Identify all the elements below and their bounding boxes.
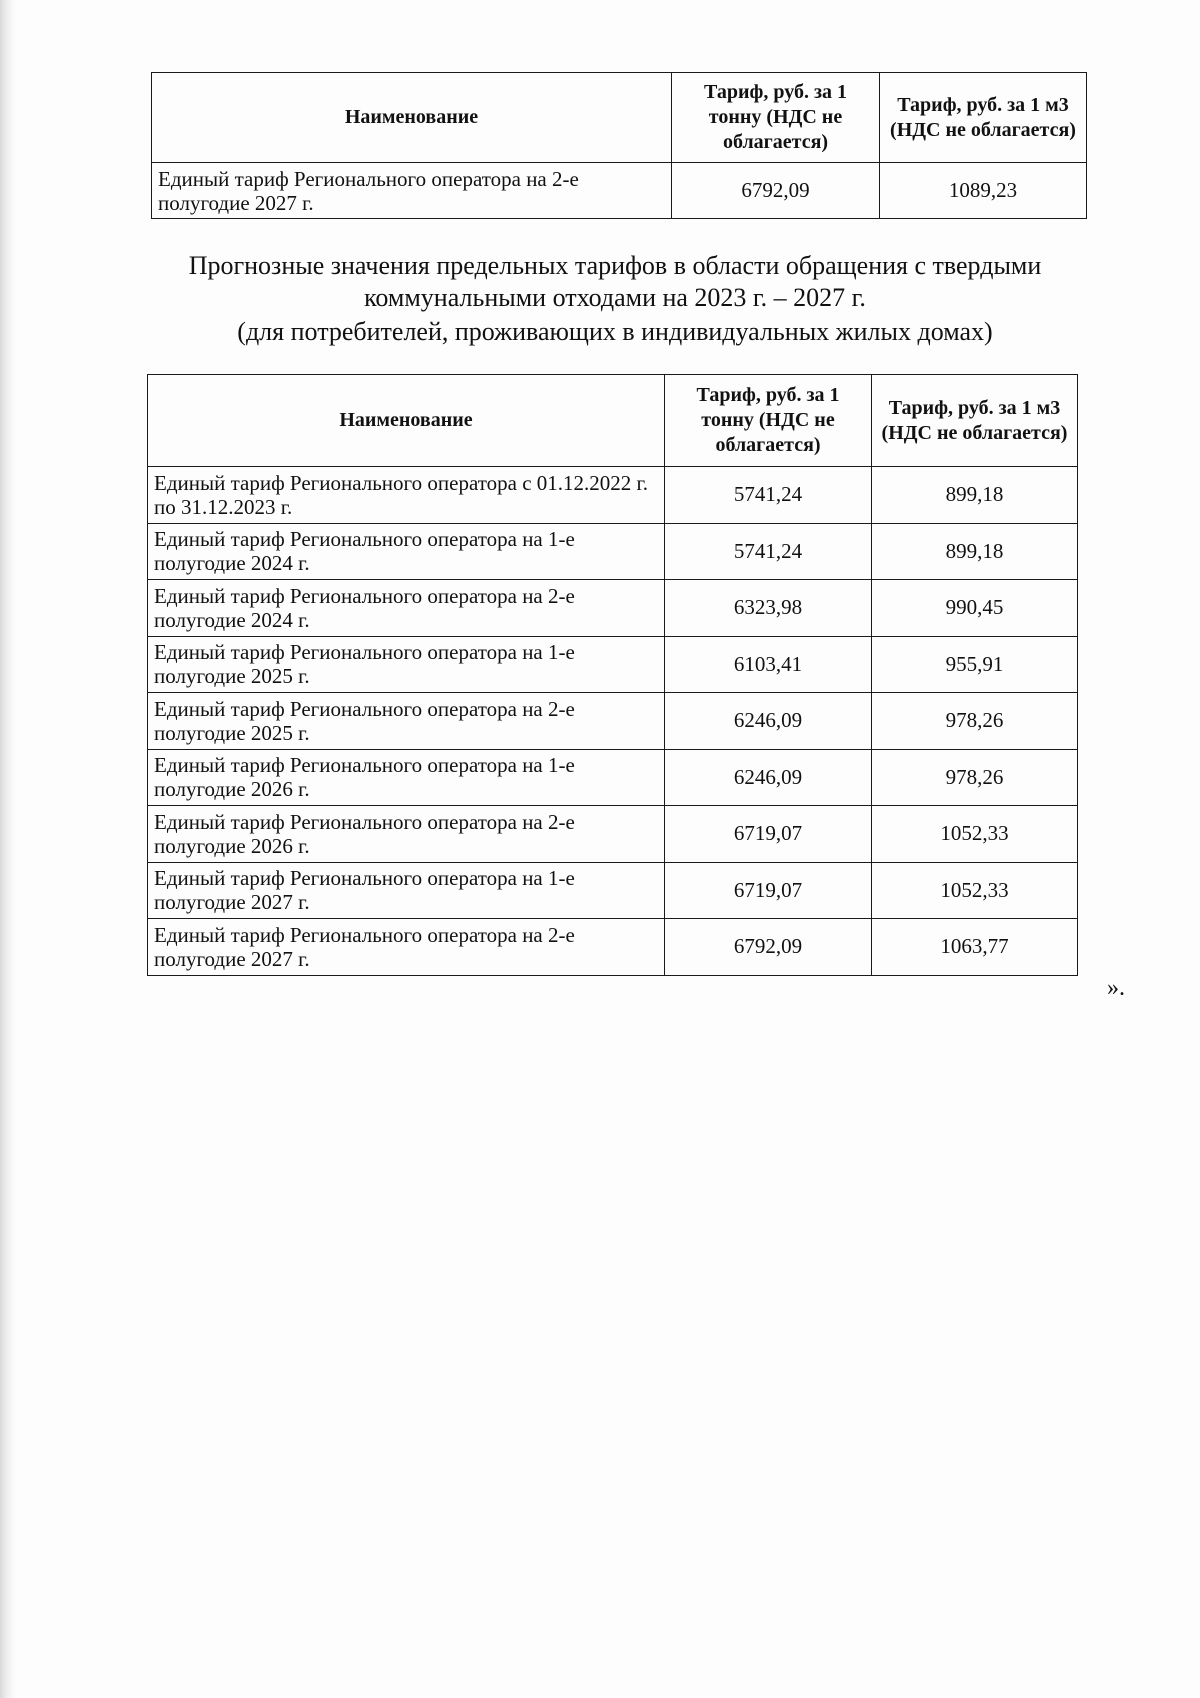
row-tariff-per-ton: 6792,09	[665, 919, 872, 976]
row-tariff-per-m3: 978,26	[872, 693, 1078, 750]
table-row	[148, 919, 1078, 976]
heading-line-1: Прогнозные значения предельных тарифов в области обращения с твердыми	[188, 251, 1042, 280]
table-row	[148, 749, 1078, 806]
header-name: Наименование	[152, 73, 672, 163]
row-tariff-per-ton: 6323,98	[665, 580, 872, 637]
row-tariff-per-ton: 5741,24	[665, 523, 872, 580]
row-name: Единый тариф Регионального оператора на 2-е полугодие 2027 г.	[148, 919, 665, 976]
closing-quote-mark: ».	[1107, 975, 1125, 1001]
row-tariff-per-ton: 6719,07	[665, 862, 872, 919]
row-tariff-per-m3: 955,91	[872, 636, 1078, 693]
row-tariff-per-ton: 6246,09	[665, 749, 872, 806]
row-tariff-per-m3: 990,45	[872, 580, 1078, 637]
row-name: Единый тариф Регионального оператора на 1-е полугодие 2026 г.	[148, 749, 665, 806]
table-row	[148, 523, 1078, 580]
row-name: Единый тариф Регионального оператора на 1-е полугодие 2024 г.	[148, 523, 665, 580]
row-tariff-per-m3: 899,18	[872, 523, 1078, 580]
row-tariff-per-ton: 6719,07	[665, 806, 872, 863]
row-tariff-per-m3: 899,18	[872, 467, 1078, 524]
row-tariff-per-ton: 6246,09	[665, 693, 872, 750]
row-name: Единый тариф Регионального оператора на 1-е полугодие 2027 г.	[148, 862, 665, 919]
row-tariff-per-m3: 978,26	[872, 749, 1078, 806]
table-row	[152, 163, 1087, 219]
header-tariff-per-m3: Тариф, руб. за 1 м3 (НДС не облагается)	[880, 73, 1087, 163]
table-row	[148, 693, 1078, 750]
row-name: Единый тариф Регионального оператора с 01.12.2022 г. по 31.12.2023 г.	[148, 467, 665, 524]
header-tariff-per-m3: Тариф, руб. за 1 м3 (НДС не облагается)	[872, 375, 1078, 467]
row-name: Единый тариф Регионального оператора на 1-е полугодие 2025 г.	[148, 636, 665, 693]
row-name: Единый тариф Регионального оператора на 2-е полугодие 2026 г.	[148, 806, 665, 863]
table-row	[148, 580, 1078, 637]
table-row	[148, 467, 1078, 524]
row-tariff-per-ton: 6103,41	[665, 636, 872, 693]
header-tariff-per-ton: Тариф, руб. за 1 тонну (НДС не облагается)	[672, 73, 880, 163]
row-tariff-per-ton: 5741,24	[665, 467, 872, 524]
main-tariff-table	[147, 374, 1078, 976]
row-tariff-per-m3: 1052,33	[872, 862, 1078, 919]
table-header-row	[152, 73, 1087, 163]
header-tariff-per-ton: Тариф, руб. за 1 тонну (НДС не облагается)	[665, 375, 872, 467]
table-row	[148, 806, 1078, 863]
row-name: Единый тариф Регионального оператора на 2-е полугодие 2027 г.	[152, 163, 672, 219]
table-header-row	[148, 375, 1078, 467]
row-tariff-per-m3: 1052,33	[872, 806, 1078, 863]
scan-edge-shadow	[0, 0, 16, 1698]
header-name: Наименование	[148, 375, 665, 467]
row-tariff-per-m3: 1063,77	[872, 919, 1078, 976]
row-tariff-per-m3: 1089,23	[880, 163, 1087, 219]
heading-line-2: коммунальными отходами на 2023 г. – 2027 г.	[364, 283, 866, 312]
table-row	[148, 636, 1078, 693]
table-row	[148, 862, 1078, 919]
top-tariff-table	[151, 72, 1087, 219]
heading-line-3: (для потребителей, проживающих в индивидуальных жилых домах)	[237, 317, 993, 346]
row-tariff-per-ton: 6792,09	[672, 163, 880, 219]
row-name: Единый тариф Регионального оператора на 2-е полугодие 2025 г.	[148, 693, 665, 750]
row-name: Единый тариф Регионального оператора на 2-е полугодие 2024 г.	[148, 580, 665, 637]
